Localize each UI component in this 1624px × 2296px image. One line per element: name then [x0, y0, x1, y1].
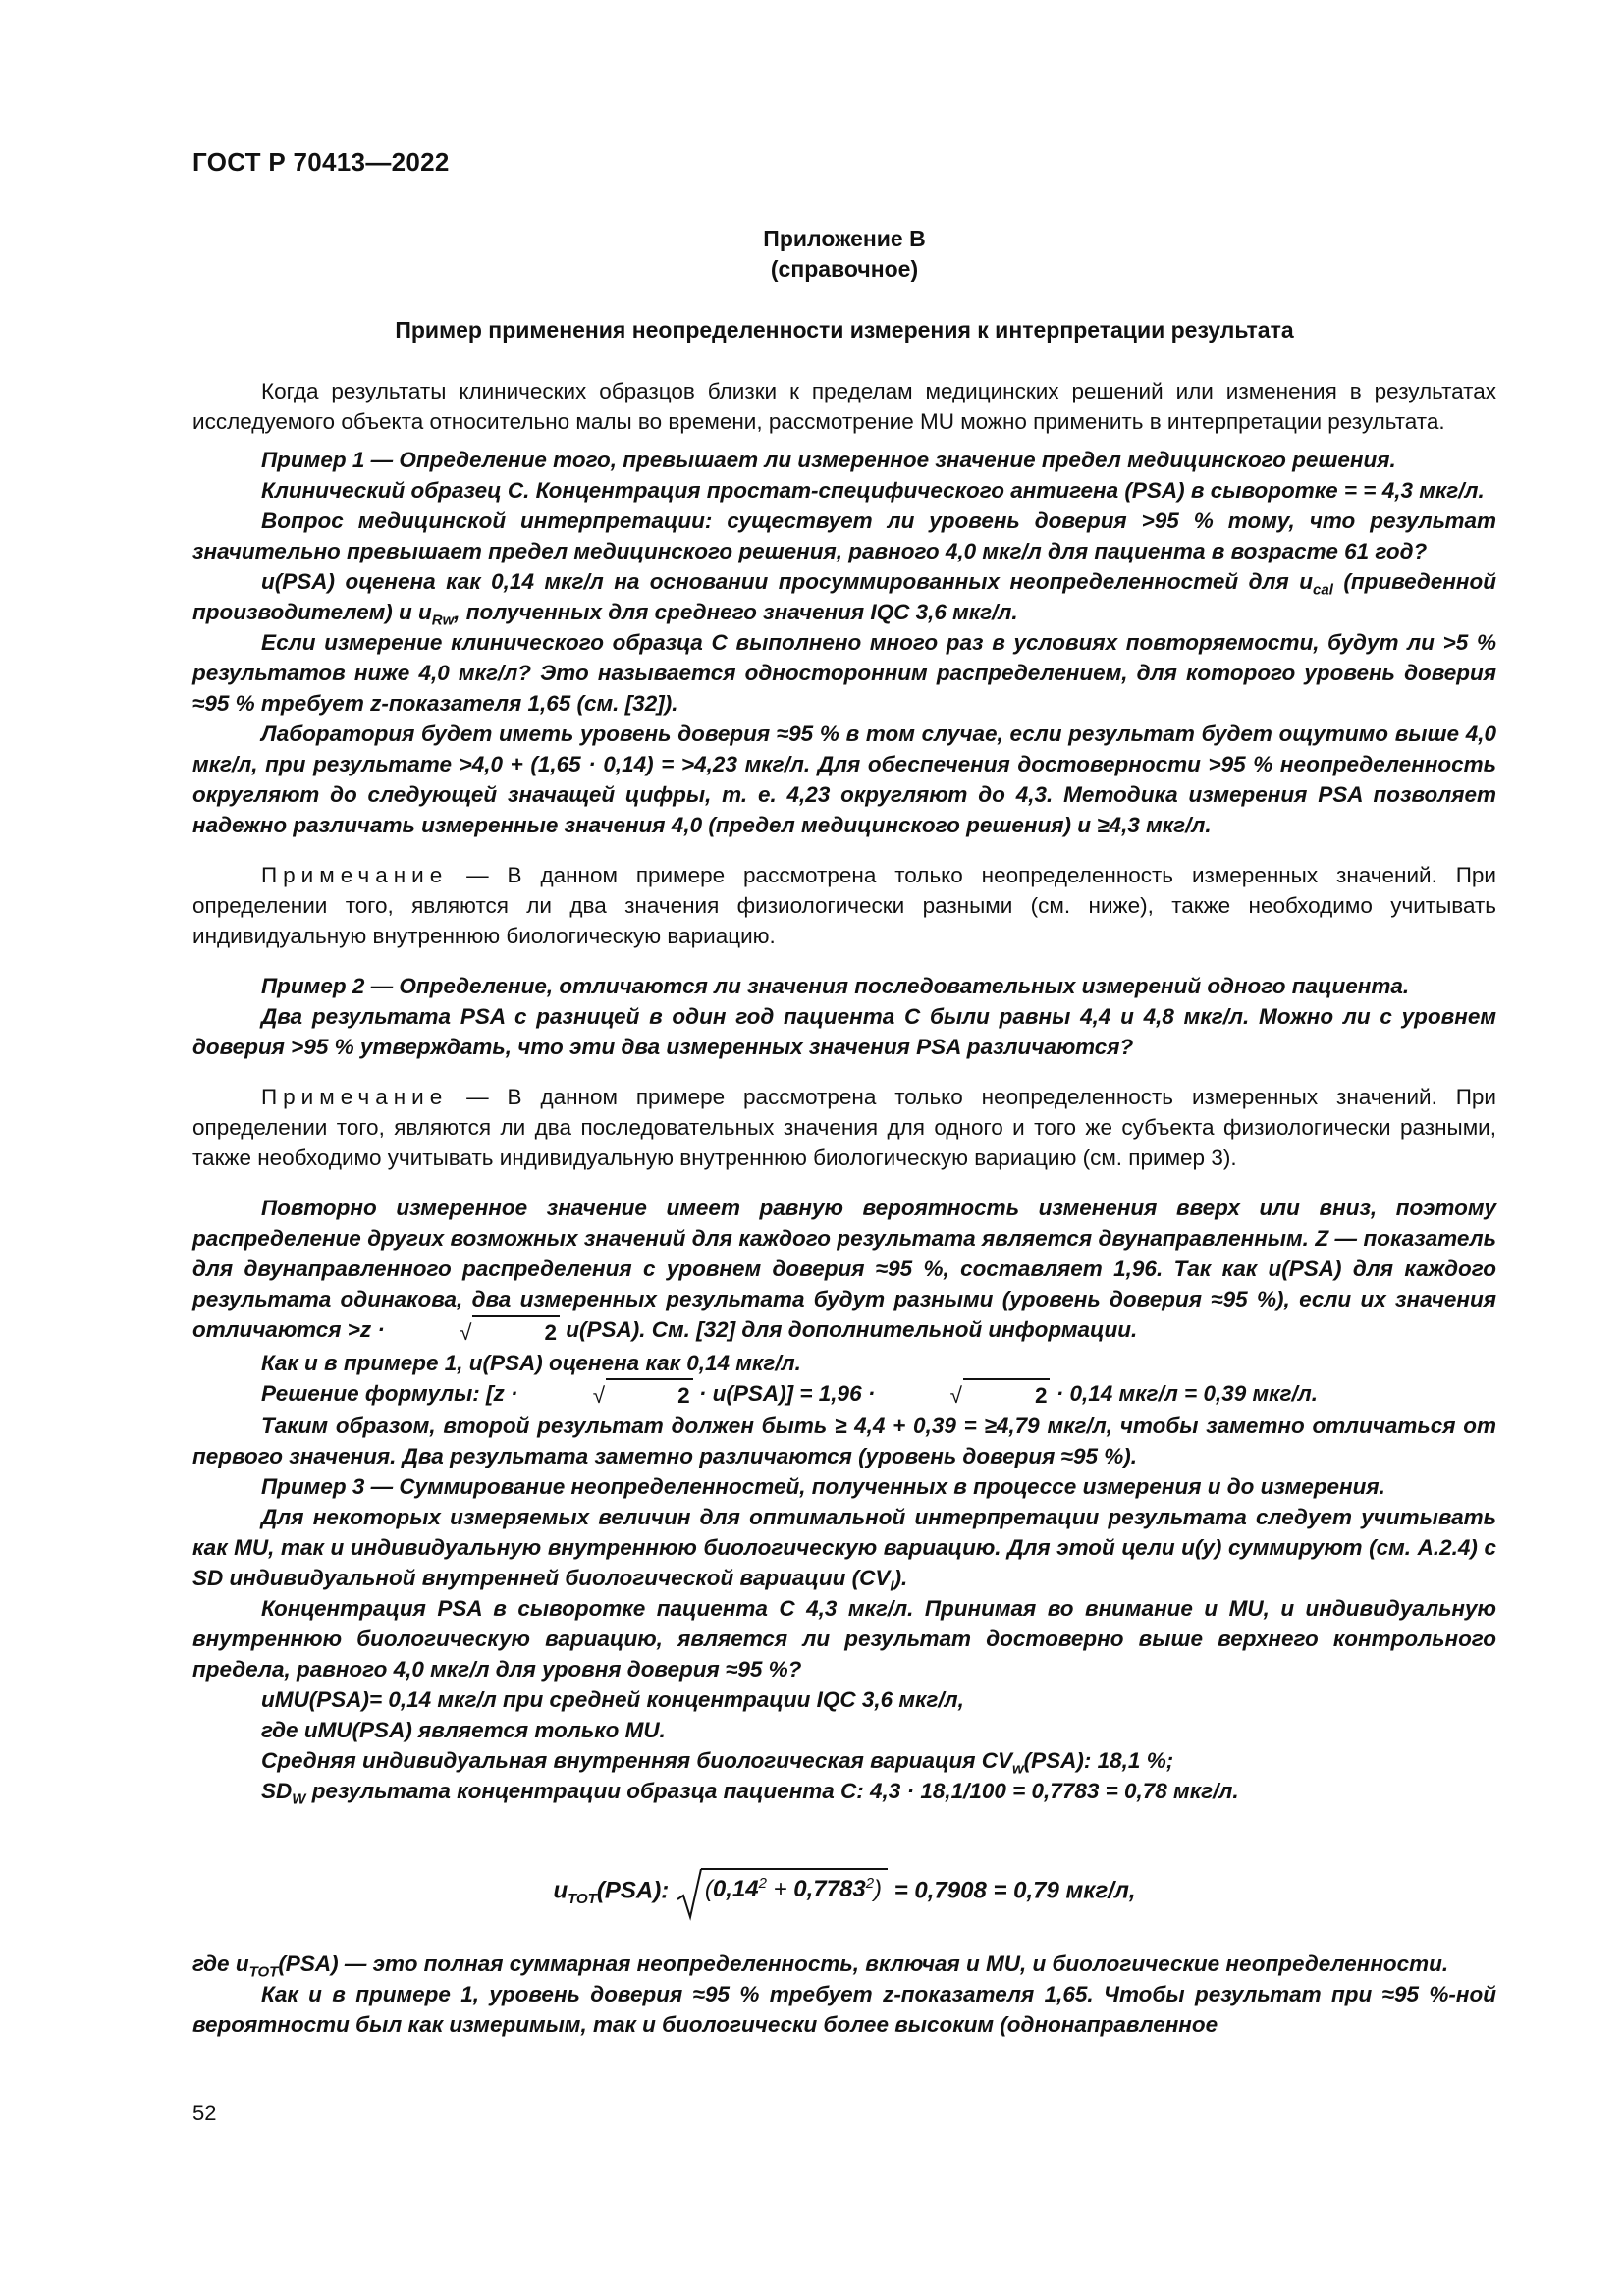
appendix-subtitle: (справочное)	[770, 256, 919, 282]
appendix-heading: Пример применения неопределенности измерения к интерпретации результата	[395, 317, 1294, 343]
note-label: Примечание	[261, 1085, 449, 1109]
formula-utot	[192, 1862, 1496, 1921]
subscript: Rw	[431, 612, 455, 629]
text-run: результата концентрации образца пациента С: 4,3 · 18,1/100 = 0,7783 = 0,78 мкг/л.	[305, 1779, 1239, 1804]
subscript: TOT	[568, 1891, 597, 1908]
note-text: — В данном примере рассмотрена только неопределенность измеренных значений. При определении того, являются ли два значения физиологически разными (см. ниже), также необходимо учитывать индивидуальную внутреннюю биологическую вариацию.	[192, 863, 1496, 948]
example3-sd	[192, 1776, 1496, 1806]
example1-question: Вопрос медицинской интерпретации: существует ли уровень доверия >95 % тому, что результат значительно превышает предел медицинского решения, равного 4,0 мкг/л для пациента в возрасте 61 год?	[192, 508, 1496, 563]
example3-last: Как и в примере 1, уровень доверия ≈95 % требует z-показателя 1,65. Чтобы результат при ≈95 %-ной вероятности был как измеримым, так и биологически более высоким (однонаправленное	[192, 1982, 1496, 2037]
text-run: Решение формулы: [z ·	[261, 1380, 524, 1406]
text-run: · 0,14 мкг/л = 0,39 мкг/л.	[1050, 1380, 1319, 1406]
text-run: (приведенной производителем) и u	[192, 569, 1496, 624]
text-run: Для некоторых измеряемых величин для оптимальной интерпретации результата следует учитывать как MU, так и индивидуальную внутреннюю биологическую вариацию. Для этой цели u(y) суммируют (см. А.2.4) с SD индивидуальной внутренней биологической вариации (CV	[192, 1505, 1496, 1591]
sqrt-expression	[882, 1378, 1051, 1411]
example3-definition	[192, 1949, 1496, 1979]
example1-repeatability: Если измерение клинического образца С выполнено много раз в условиях повторяемости, будут ли >5 % результатов ниже 4,0 мкг/л? Это называется односторонним распределением, для которого уровень доверия ≈95 % требует z-показателя 1,65 (см. [32]).	[192, 630, 1496, 716]
note1	[192, 860, 1496, 951]
paren: )	[874, 1876, 883, 1902]
sqrt-symbol: √	[949, 1383, 962, 1409]
example1-sample: Клинический образец С. Концентрация простат-специфического антигена (PSA) в сыворотке = = 4,3 мкг/л.	[261, 478, 1485, 503]
sqrt-argument	[701, 1868, 888, 1903]
example1-lab-conclusion: Лаборатория будет иметь уровень доверия ≈95 % в том случае, если результат будет ощутимо выше 4,0 мкг/л, при результате >4,0 + (1,65 · 0,14) = >4,23 мкг/л. Для обеспечения достоверности >95 % неопределенность округляют до следующей значащей цифры, т. е. 4,23 округляют до 4,3. Методика измерения PSA позволяет надежно различать измеренные значения 4,0 (предел медицинского решения) и ≥4,3 мкг/л.	[192, 721, 1496, 837]
subscript: TOT	[248, 1963, 279, 1981]
operator: +	[766, 1876, 794, 1902]
note2	[192, 1082, 1496, 1173]
exponent: 2	[758, 1875, 767, 1892]
example2-as-example1: Как и в примере 1, u(PSA) оценена как 0,14 мкг/л.	[261, 1350, 801, 1375]
text-run: , полученных для среднего значения IQC 3,6 мкг/л.	[454, 600, 1018, 624]
sqrt-expression	[676, 1862, 888, 1921]
sqrt-argument: 2	[606, 1378, 693, 1411]
sqrt-argument: 2	[472, 1315, 560, 1348]
example3-umu: uMU(PSA)= 0,14 мкг/л при средней концентрации IQC 3,6 мкг/л,	[261, 1687, 964, 1713]
document-header: ГОСТ Р 70413—2022	[192, 147, 450, 177]
example3-question: Концентрация PSA в сыворотке пациента С 4,3 мкг/л. Принимая во внимание и MU, и индивидуальную внутреннюю биологическую вариацию, является ли результат достоверно выше верхнего контрольного предела, равного 4,0 мкг/л для уровня доверия ≈95 %?	[192, 1596, 1496, 1682]
example1-title: Пример 1 — Определение того, превышает ли измеренное значение предел медицинского решения.	[261, 448, 1396, 472]
formula-unit: мкг/л,	[1058, 1877, 1136, 1904]
example2-body	[192, 1193, 1496, 1348]
exponent: 2	[865, 1875, 875, 1892]
example2-conclusion: Таким образом, второй результат должен быть ≥ 4,4 + 0,39 = ≥4,79 мкг/л, чтобы заметно отличаться от первого значения. Два результата заметно различаются (уровень доверия ≈95 %).	[192, 1414, 1496, 1469]
body-text	[192, 376, 1496, 1806]
example3-where: где uMU(PSA) является только MU.	[261, 1718, 666, 1743]
paren: (	[704, 1876, 713, 1902]
term: 0,7783	[793, 1876, 866, 1902]
text-run: Повторно измеренное значение имеет равную вероятность изменения вверх или вниз, поэтому распределение других возможных значений для каждого результата является двунаправленным. Z — показатель для двунаправленного распределения с уровнем доверия ≈95 %, составляет 1,96. Так как u(PSA) для каждого результата одинакова, два измеренных результата будут разными (уровень доверия ≈95 %), если их значения отличаются >z ·	[192, 1196, 1496, 1342]
page-number: 52	[192, 2101, 217, 2125]
note-label: Примечание	[261, 863, 449, 887]
text-run: ).	[893, 1566, 908, 1591]
example2-title: Пример 2 — Определение, отличаются ли значения последовательных измерений одного пациента.	[261, 974, 1410, 998]
term: 0,14	[712, 1876, 759, 1902]
example3-cv	[192, 1745, 1496, 1776]
text-run: u(PSA) оценена как 0,14 мкг/л на основании просуммированных неопределенностей для u	[261, 569, 1314, 594]
subscript: cal	[1313, 581, 1333, 599]
text-run: где u	[192, 1951, 249, 1976]
appendix-title: Приложение В	[763, 226, 926, 251]
note-text: — В данном примере рассмотрена только неопределенность измеренных значений. При определении того, являются ли два последовательных значения для одного и того же субъекта физиологически разными, также необходимо учитывать индивидуальную внутреннюю биологическую вариацию (см. пример 3).	[192, 1085, 1496, 1170]
subscript: I	[890, 1577, 894, 1595]
example3-title: Пример 3 — Суммирование неопределенностей, полученных в процессе измерения и до измерения.	[261, 1474, 1385, 1500]
formula-rhs: = 0,7908 =	[893, 1877, 1014, 1904]
sqrt-argument: 2	[963, 1378, 1051, 1411]
formula-lhs: u	[553, 1877, 568, 1904]
sqrt-symbol: √	[592, 1383, 606, 1409]
formula-result: 0,79	[1013, 1877, 1059, 1904]
text-run: Средняя индивидуальная внутренняя биологическая вариация CV	[261, 1748, 1012, 1774]
example3-intro	[192, 1502, 1496, 1593]
text-run: (PSA) — это полная суммарная неопределенность, включая и MU, и биологические неопределенности.	[278, 1951, 1449, 1976]
sqrt-expression	[524, 1378, 693, 1411]
body-text-after-formula	[192, 1949, 1496, 2040]
example2-question: Два результата PSA с разницей в один год пациента С были равны 4,4 и 4,8 мкг/л. Можно ли с уровнем доверия >95 % утверждать, что эти два измеренных значения PSA различаются?	[192, 1004, 1496, 1059]
subscript: W	[292, 1790, 306, 1808]
text-run: · u(PSA)] = 1,96 ·	[692, 1380, 882, 1406]
text-run: u(PSA). См. [32] для дополнительной информации.	[559, 1317, 1138, 1342]
subscript: w	[1011, 1760, 1024, 1778]
intro-paragraph: Когда результаты клинических образцов близки к пределам медицинских решений или изменения в результатах исследуемого объекта относительно малы во времени, рассмотрение MU можно применить в интерпретации результата.	[192, 379, 1496, 434]
example1-uncertainty	[192, 566, 1496, 627]
sqrt-expression	[391, 1315, 560, 1348]
example2-solution	[192, 1378, 1496, 1412]
sqrt-symbol: √	[460, 1319, 472, 1345]
text-run: (PSA): 18,1 %;	[1023, 1748, 1174, 1774]
text-run: SD	[261, 1779, 293, 1804]
sqrt-symbol	[676, 1862, 705, 1921]
formula-lhs: (PSA):	[596, 1877, 670, 1904]
